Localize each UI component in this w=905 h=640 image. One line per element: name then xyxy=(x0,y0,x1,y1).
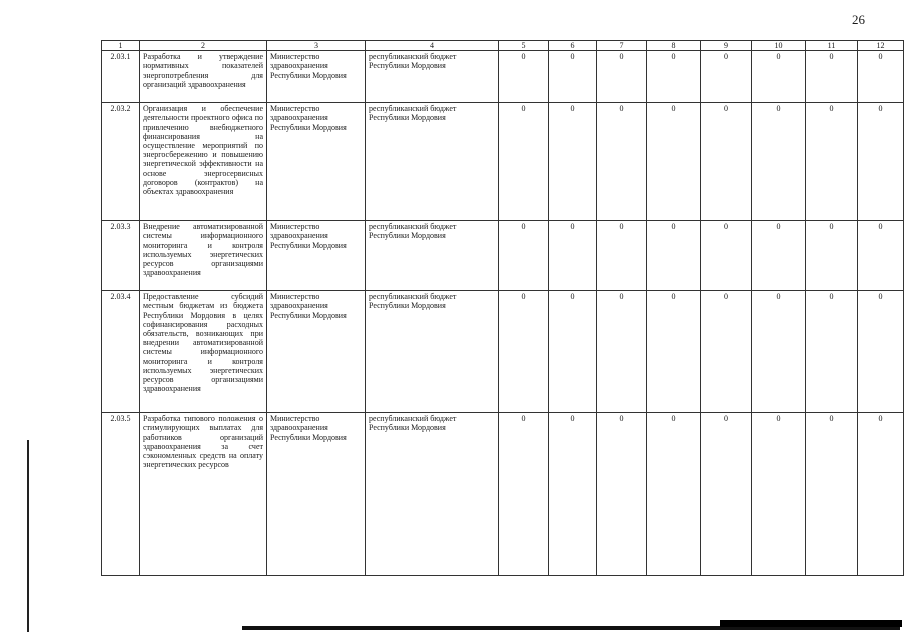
row-value: 0 xyxy=(549,221,597,291)
col-header: 11 xyxy=(806,41,858,51)
row-value: 0 xyxy=(752,291,806,413)
row-value: 0 xyxy=(499,221,549,291)
row-code: 2.03.1 xyxy=(102,51,140,103)
row-value: 0 xyxy=(597,103,647,221)
row-code: 2.03.3 xyxy=(102,221,140,291)
row-value: 0 xyxy=(499,103,549,221)
row-value: 0 xyxy=(549,413,597,576)
row-source: республиканский бюджет Республики Мордовия xyxy=(366,51,499,103)
row-value: 0 xyxy=(806,103,858,221)
row-source: республиканский бюджет Республики Мордовия xyxy=(366,103,499,221)
row-code: 2.03.5 xyxy=(102,413,140,576)
row-value: 0 xyxy=(549,51,597,103)
row-value: 0 xyxy=(701,51,752,103)
scan-bottom-edge-dark xyxy=(720,620,902,627)
col-header: 12 xyxy=(858,41,904,51)
row-value: 0 xyxy=(858,291,904,413)
row-value: 0 xyxy=(597,291,647,413)
row-executor: Министерство здравоохранения Республики Мордовия xyxy=(267,221,366,291)
row-value: 0 xyxy=(647,413,701,576)
row-value: 0 xyxy=(752,221,806,291)
row-value: 0 xyxy=(701,413,752,576)
row-executor: Министерство здравоохранения Республики Мордовия xyxy=(267,51,366,103)
row-value: 0 xyxy=(806,291,858,413)
plan-table xyxy=(101,40,904,576)
row-value: 0 xyxy=(499,291,549,413)
col-header: 1 xyxy=(102,41,140,51)
row-value: 0 xyxy=(806,413,858,576)
row-value: 0 xyxy=(597,413,647,576)
scan-margin-line xyxy=(27,440,29,632)
row-description: Разработка типового положения о стимулирующих выплатах для работников организаций здравоохранения за счет сэкономленных средств на оплату энергетических ресурсов xyxy=(140,413,267,576)
row-value: 0 xyxy=(499,51,549,103)
col-header: 8 xyxy=(647,41,701,51)
row-value: 0 xyxy=(858,51,904,103)
col-header: 5 xyxy=(499,41,549,51)
table-row xyxy=(102,291,904,413)
row-source: республиканский бюджет Республики Мордовия xyxy=(366,221,499,291)
row-source: республиканский бюджет Республики Мордовия xyxy=(366,291,499,413)
row-value: 0 xyxy=(499,413,549,576)
row-code: 2.03.4 xyxy=(102,291,140,413)
page-number: 26 xyxy=(852,12,865,27)
row-value: 0 xyxy=(806,221,858,291)
row-value: 0 xyxy=(752,51,806,103)
row-value: 0 xyxy=(752,413,806,576)
col-header: 2 xyxy=(140,41,267,51)
table-row xyxy=(102,51,904,103)
row-value: 0 xyxy=(752,103,806,221)
table-row xyxy=(102,103,904,221)
col-header: 6 xyxy=(549,41,597,51)
header-row xyxy=(102,41,904,51)
row-value: 0 xyxy=(701,103,752,221)
row-code: 2.03.2 xyxy=(102,103,140,221)
col-header: 10 xyxy=(752,41,806,51)
row-description: Разработка и утверждение нормативных показателей энергопотребления для организаций здравоохранения xyxy=(140,51,267,103)
row-value: 0 xyxy=(549,291,597,413)
row-value: 0 xyxy=(701,291,752,413)
col-header: 4 xyxy=(366,41,499,51)
row-description: Предоставление субсидий местным бюджетам из бюджета Республики Мордовия в целях софинансирования расходных обязательств, возникающих при внедрении автоматизированной системы информационного мониторинга и контроля используемых энергетических ресурсов организациями здравоохранения xyxy=(140,291,267,413)
table-row xyxy=(102,221,904,291)
row-value: 0 xyxy=(549,103,597,221)
row-value: 0 xyxy=(701,221,752,291)
row-description: Внедрение автоматизированной системы информационного мониторинга и контроля используемых энергетических ресурсов организациями здравоохранения xyxy=(140,221,267,291)
row-value: 0 xyxy=(647,291,701,413)
col-header: 7 xyxy=(597,41,647,51)
row-source: республиканский бюджет Республики Мордовия xyxy=(366,413,499,576)
row-value: 0 xyxy=(858,221,904,291)
row-executor: Министерство здравоохранения Республики Мордовия xyxy=(267,413,366,576)
col-header: 9 xyxy=(701,41,752,51)
row-value: 0 xyxy=(806,51,858,103)
row-value: 0 xyxy=(647,103,701,221)
row-executor: Министерство здравоохранения Республики Мордовия xyxy=(267,291,366,413)
row-value: 0 xyxy=(597,221,647,291)
row-executor: Министерство здравоохранения Республики Мордовия xyxy=(267,103,366,221)
row-value: 0 xyxy=(647,221,701,291)
row-value: 0 xyxy=(858,103,904,221)
row-value: 0 xyxy=(597,51,647,103)
table-row xyxy=(102,413,904,576)
col-header: 3 xyxy=(267,41,366,51)
row-description: Организация и обеспечение деятельности проектного офиса по привлечению внебюджетного финансирования на осуществление мероприятий по энергосбережению и повышению энергетической эффективности на основе энергосервисных договоров (контрактов) на объектах здравоохранения xyxy=(140,103,267,221)
row-value: 0 xyxy=(647,51,701,103)
row-value: 0 xyxy=(858,413,904,576)
